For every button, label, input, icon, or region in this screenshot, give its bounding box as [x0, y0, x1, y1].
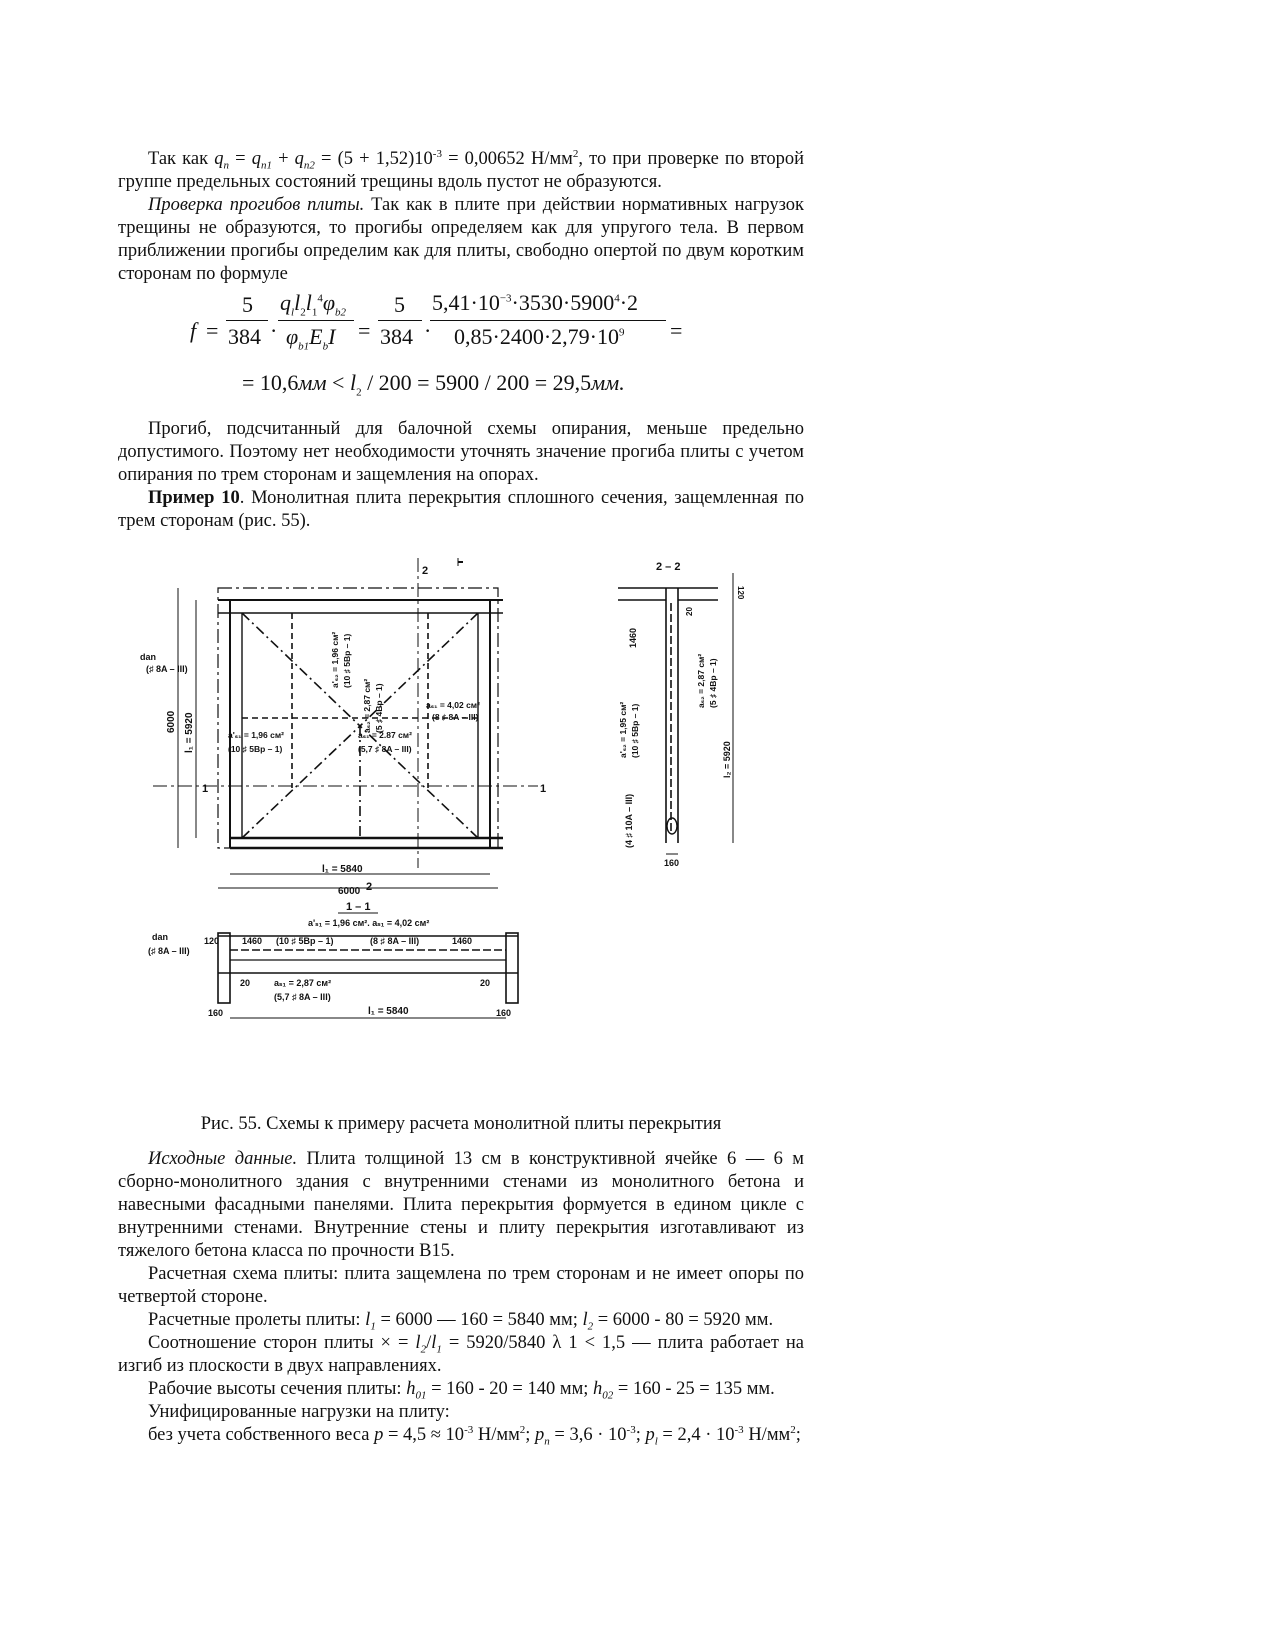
section-2-2-as2-label: a'ₛ₂ = 1,95 см² — [618, 701, 628, 758]
paragraph-deflection-result: Прогиб, подсчитанный для балочной схемы опирания, меньше предельно допустимого. Поэтому нет необходимости уточнять значение прогиба плиты с учетом опирания по трем сторонам и защемления на опорах. — [118, 419, 804, 485]
label-as1-mid: aₛ₁ = 2.87 см² — [358, 730, 412, 740]
section-2-2-as2-bars: (10 ♯ 5Bp – 1) — [630, 703, 640, 758]
label-as1-mid-bars: (5,7 ♯ 8A – III) — [358, 744, 412, 754]
deflection-formula: f = 5 384 · $q_ll_2l_1^4\varphi_{b2}$ $\varphi_{b1}E_bI$ = 5 384 · $5,41\cdot 10^{-3}\cdot 3530\cdot 5900^4\cdot 2$ $0,85\cdot 2400\cdot 2,79\cdot 10^9$ = = $10,6мм < l_2 / 200 = 5900 / 200 = 29,5мм$. — [190, 290, 683, 399]
paragraph-example-10: Пример 10. Монолитная плита перекрытия сплошного сечения, защемленная по трем сторонам (рис. 55). — [118, 488, 804, 531]
section-2-top-label: 2 — [422, 565, 429, 577]
section-1-1-as-label: a'ₛ₁ = 1,96 см². aₛ₁ = 4,02 см² — [308, 918, 430, 928]
section-2-2-dim-20: 20 — [685, 607, 694, 616]
section-1-1-dim-160-left: 160 — [208, 1008, 224, 1018]
paragraph-loads: без учета собственного веса $p = 4,5 \approx 10^{-3}$ $Н/мм^2$; $p_n = 3,6 \cdot 10^{-3}$; $p_l = 2,4 \cdot 10^{-3}$ $Н/мм^2$; — [148, 1423, 801, 1448]
section-1-1-dan-label: dan — [152, 932, 169, 942]
figure-55 — [118, 558, 818, 1083]
section-1-1-dim-1460-right: 1460 — [452, 936, 473, 946]
label-as1-left-bars: (10 ♯ 5Bp – 1) — [228, 744, 283, 754]
label-as1-left: a'ₛ₁ = 1,96 см² — [228, 730, 284, 740]
section-2-2-as2b-bars: (5 ♯ 4Bp – 1) — [708, 658, 718, 708]
plan-dan-label: dan — [140, 652, 157, 662]
paragraph-working-heights: Рабочие высоты сечения плиты: $h_{01} = 160 - 20 = 140$ мм; $h_{02} = 160 - 25 = 135$ мм. — [148, 1379, 775, 1402]
dim-l1-5840: l₁ = 5840 — [322, 864, 363, 875]
section-1-1-dan-bars-label: (♯ 8A – III) — [148, 946, 190, 956]
cut-1-left-label: 1 — [202, 783, 209, 795]
figure-caption: Рис. 55. Схемы к примеру расчета монолитной плиты перекрытия — [200, 1114, 722, 1134]
text-block-bottom — [118, 1148, 804, 1447]
section-2-2-dim-160: 160 — [664, 858, 680, 868]
paragraph-deflection-check: Проверка прогибов плиты. Так как в плите при действии нормативных нагрузок трещины не образуются, то прогибы определяем как для упругого тела. В первом приближении прогибы определим как для плиты, свободно опертой по двум коротким сторонам по формуле — [118, 195, 805, 284]
section-1-1-dim-160-right: 160 — [496, 1008, 512, 1018]
section-2-2-dim-120: 120 — [736, 586, 745, 600]
section-1-1-dim-1460-left: 1460 — [242, 936, 263, 946]
section-1-1-dim-20-right: 20 — [480, 978, 491, 988]
dim-6000-horizontal: 6000 — [338, 886, 361, 897]
section-2-2-bars-label: (4 ♯ 10A – III) — [624, 793, 634, 848]
section-1-1-bars-right: (8 ♯ 8A – III) — [370, 936, 420, 946]
paragraph-side-ratio: Соотношение сторон плиты × = $l_2/l_1 = 5920/5840$ λ 1 < 1,5 — плита работает на изгиб из плоскости в двух направлениях. — [118, 1333, 805, 1376]
dim-6000-vertical: 6000 — [166, 710, 177, 733]
paragraph-qn: Так как $q_n = q_{n1} + q_{n2} = (5 + 1,52)10^{-3} = 0,00652$ $Н/мм^2$, то при проверке по второй группе предельных состояний трещины вдоль пустот не образуются. — [118, 147, 804, 192]
section-1-1 — [218, 913, 518, 1018]
paragraph-loads-heading: Унифицированные нагрузки на плиту: — [148, 1402, 450, 1422]
section-1-1-title: 1 – 1 — [346, 901, 371, 913]
text-block-top — [118, 148, 804, 533]
section-1-1-dim-l1: l₁ = 5840 — [368, 1006, 409, 1017]
label-as2-mid-bars: (5 ♯ 4Bp – 1) — [374, 683, 384, 733]
cut-1-right-label: 1 — [540, 783, 547, 795]
slab-scheme-drawing — [118, 558, 818, 1083]
label-as2-top: a'ₛ₂ = 1,96 см² — [330, 631, 340, 688]
label-as1-right-bars: (8 ♯ 8A – III) — [432, 712, 479, 722]
section-2-2-labels — [618, 561, 745, 868]
paragraph-calc-scheme: Расчетная схема плиты: плита защемлена по трем сторонам и не имеет опоры по четвертой стороне. — [118, 1264, 804, 1307]
label-as1-right: aₛ₁ = 4,02 см² — [426, 700, 480, 710]
section-2-bottom-label: 2 — [366, 881, 373, 893]
section-1-1-dim-120: 120 — [204, 936, 220, 946]
section-2-2-dim-l2: l₂ = 5920 — [722, 741, 732, 778]
section-1-1-as1-bars: (5,7 ♯ 8A – III) — [274, 992, 331, 1002]
section-1-1-as1-label: aₛ₁ = 2,87 см² — [274, 978, 332, 988]
paragraph-spans: Расчетные пролеты плиты: $l_1 = 6000$ — 160 = 5840 мм; $l_2 = 6000 - 80 = 5920$ мм. — [148, 1310, 774, 1333]
plan-view — [153, 558, 538, 888]
dim-l1-5920-vertical: l₁ = 5920 — [184, 712, 195, 753]
plan-dan-bars-label: (♯ 8A – III) — [146, 664, 188, 674]
section-2-2-title: 2 – 2 — [656, 561, 681, 573]
label-as2-top-bars: (10 ♯ 5Bp – 1) — [342, 633, 352, 688]
section-2-2-as2b-label: aₛ₂ = 2,87 см² — [696, 653, 706, 708]
section-2-2-dim-1460: 1460 — [628, 627, 638, 648]
section-1-1-dim-20-left: 20 — [240, 978, 251, 988]
label-as2-mid: aₛ₂ = 2,87 см² — [362, 678, 372, 733]
paragraph-initial-data: Исходные данные. Плита толщиной 13 см в конструктивной ячейке 6 — 6 м сборно-монолитного здания с внутренними стенами из монолитного бетона и навесными фасадными панелями. Плита перекрытия формуется в едином цикле с внутренними стенами. Внутренние стены и плиту перекрытия изготавливают из тяжелого бетона класса по прочности В15. — [118, 1149, 804, 1261]
section-1-1-bars-left: (10 ♯ 5Bp – 1) — [276, 936, 334, 946]
